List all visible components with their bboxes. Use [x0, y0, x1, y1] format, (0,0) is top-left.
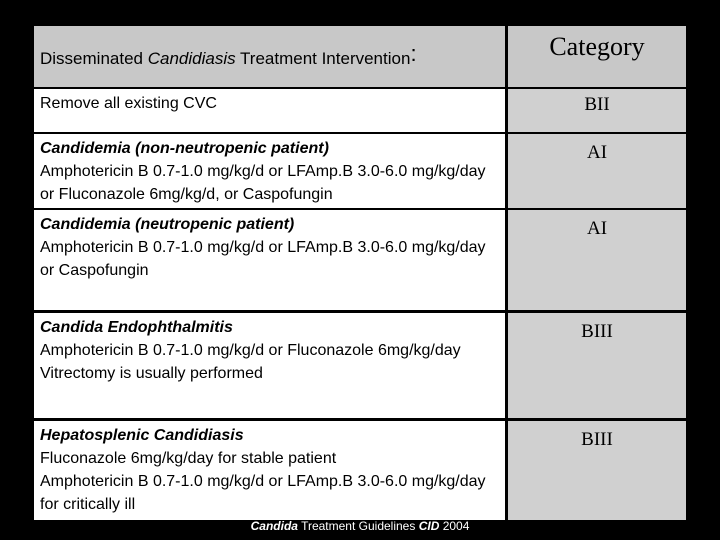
footer-italic: Candida: [250, 519, 298, 533]
row-3-line-1: Amphotericin B 0.7-1.0 mg/kg/d or LFAmp.B 3.0-6.0 mg/kg/day or Caspofungin: [40, 239, 486, 279]
row-1-category: [508, 89, 686, 132]
row-3-heading: Candidemia (neutropenic patient): [40, 216, 295, 233]
row-2-intervention: [34, 134, 505, 208]
header-category-cell: [508, 26, 686, 87]
row-5-line-1: Fluconazole 6mg/kg/day for stable patient: [40, 450, 337, 467]
row-4-category-label: BIII: [581, 321, 613, 342]
footer-citation: [0, 519, 720, 533]
row-3-intervention: [34, 210, 505, 310]
row-4-intervention: [34, 313, 505, 418]
row-1-intervention: [34, 89, 505, 132]
footer-year: 2004: [439, 519, 470, 533]
row-5-category: [508, 421, 686, 520]
row-4-line-2: Vitrectomy is usually performed: [40, 365, 263, 382]
header-title-italic: Candidiasis: [147, 48, 236, 68]
row-4-line-1: Amphotericin B 0.7-1.0 mg/kg/d or Fluconazole 6mg/kg/day: [40, 342, 461, 359]
header-title-colon: :: [410, 40, 417, 66]
header-title-post: Treatment Intervention: [235, 48, 411, 68]
header-category-label: Category: [549, 32, 645, 61]
row-1-line-1: Remove all existing CVC: [40, 95, 217, 112]
row-4-heading: Candida Endophthalmitis: [40, 319, 233, 336]
header-title-pre: Disseminated: [40, 48, 148, 68]
footer-middle: Treatment Guidelines: [297, 519, 419, 533]
header-intervention-cell: [34, 26, 505, 87]
header-title: [40, 40, 417, 70]
footer-journal: CID: [418, 519, 440, 533]
row-4-category: [508, 313, 686, 418]
row-3-category: [508, 210, 686, 310]
row-5-heading: Hepatosplenic Candidiasis: [40, 427, 244, 444]
row-1-category-label: BII: [584, 94, 610, 115]
row-2-line-1: Amphotericin B 0.7-1.0 mg/kg/d or LFAmp.B 3.0-6.0 mg/kg/day or Fluconazole 6mg/kg/d, or Caspofungin: [40, 163, 486, 203]
row-3-category-label: AI: [586, 218, 608, 239]
row-2-heading: Candidemia (non-neutropenic patient): [40, 140, 329, 157]
row-5-line-2: Amphotericin B 0.7-1.0 mg/kg/d or LFAmp.B 3.0-6.0 mg/kg/day for critically ill: [40, 473, 486, 513]
row-2-category-label: AI: [586, 142, 608, 163]
row-5-intervention: [34, 421, 505, 520]
row-5-category-label: BIII: [581, 429, 613, 450]
row-2-category: [508, 134, 686, 208]
